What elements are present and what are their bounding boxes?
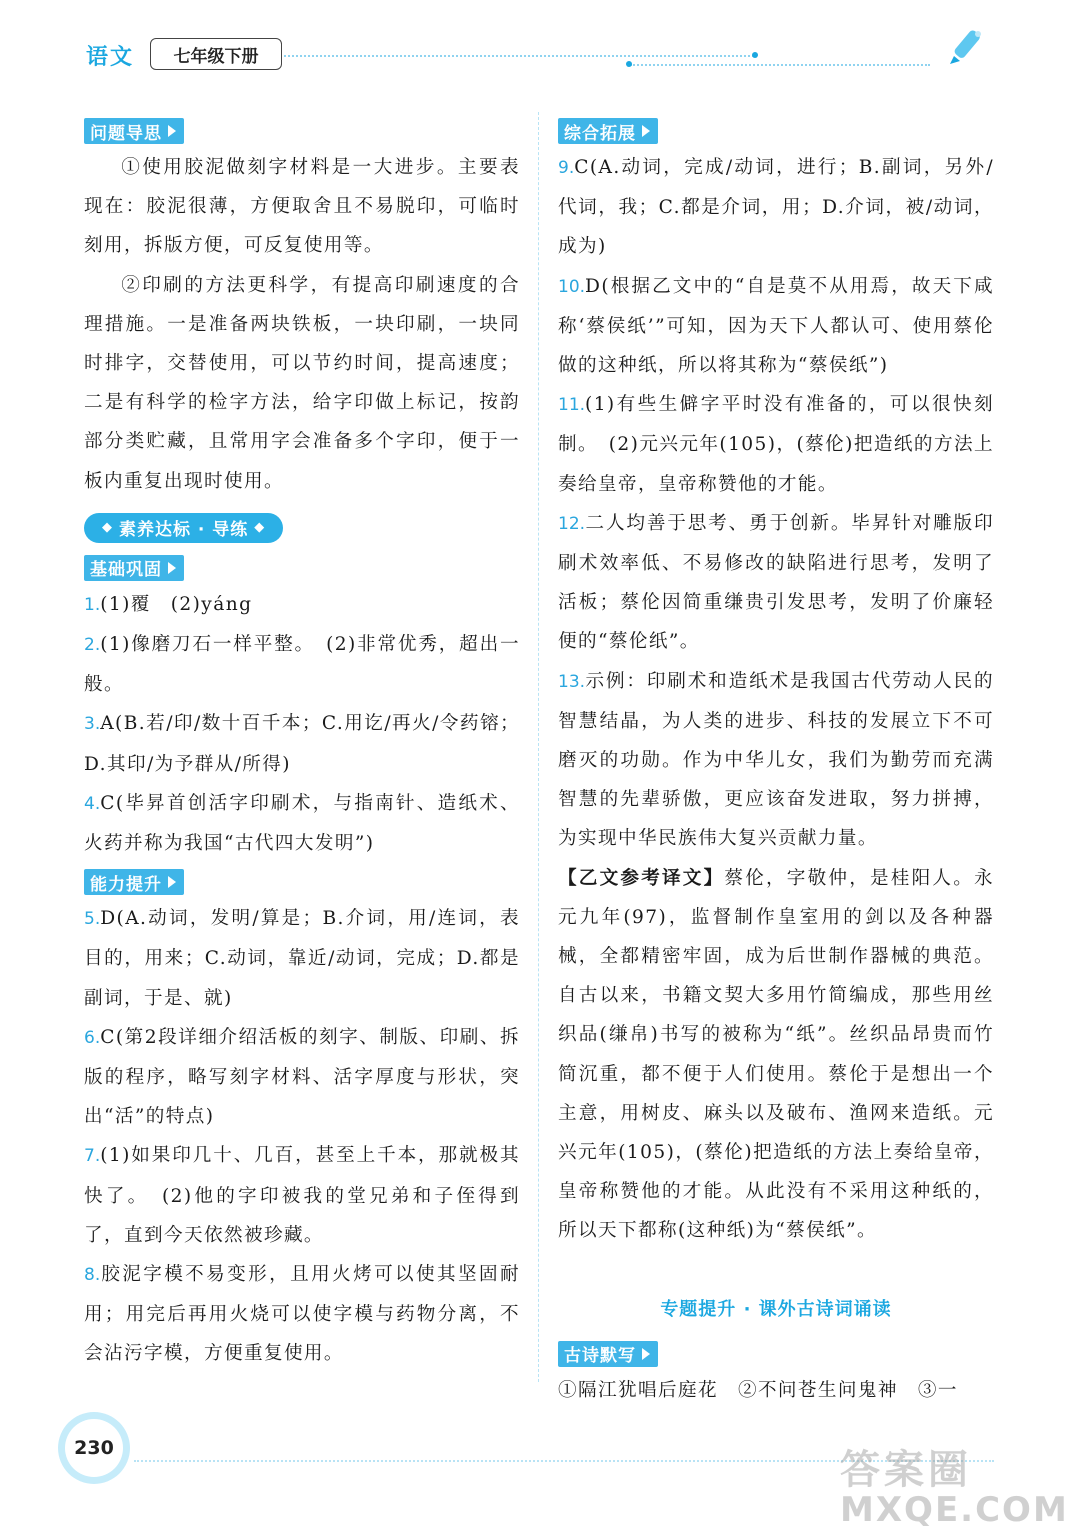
header-dotted-line: [284, 55, 754, 57]
item-number: 10.: [558, 276, 586, 297]
item-number: 6.: [84, 1027, 101, 1048]
item-text: 胶泥字模不易变形，且用火烤可以使其坚固耐用；用完后再用火烧可以使字模与药物分离，不会沾污字模，方便重复使用。: [84, 1264, 520, 1365]
grade-label: 七年级下册: [150, 38, 282, 70]
answer-item: [84, 704, 520, 783]
item-number: 13.: [558, 671, 586, 692]
item-number: 2.: [84, 635, 101, 656]
topic-title: 专题提升 · 课外古诗词诵读: [660, 1298, 892, 1320]
item-text: D(A.动词，发明/算是；B.介词，用/连词，表目的，用来；C.动词，靠近/动词，完成；D.都是副词，于是、就): [84, 908, 520, 1009]
section-tag-label: 古诗默写: [564, 1346, 636, 1367]
item-text: 二人均善于思考、勇于创新。毕昇针对雕版印刷术效率低、不易修改的缺陷进行思考，发明了活板；蔡伦因简重缣贵引发思考，发明了价廉轻便的“蔡伦纸”。: [558, 512, 994, 653]
answer-item: [84, 784, 520, 863]
diamond-icon: ◆: [102, 520, 113, 536]
right-column: [558, 112, 994, 1410]
item-number: 4.: [84, 793, 101, 814]
item-text: C(A.动词，完成/动词，进行；B.副词，另外/代词，我；C.都是介词，用；D.介词，被/动词，成为): [558, 157, 994, 258]
section-tag-label: 综合拓展: [564, 123, 636, 144]
item-number: 3.: [84, 714, 101, 735]
answer-item: [558, 504, 994, 662]
triangle-right-icon: [642, 125, 650, 137]
answer-item: [558, 662, 994, 859]
section-tag-basic: [84, 555, 184, 581]
triangle-right-icon: [642, 1348, 650, 1360]
section-tag-ability: [84, 869, 184, 895]
item-number: 1.: [84, 594, 101, 615]
watermark-title: 答案圈: [840, 1447, 972, 1493]
item-text: C(毕昇首创活字印刷术，与指南针、造纸术、火药并称为我国“古代四大发明”): [84, 792, 520, 855]
question-paragraph-2: ②印刷的方法更科学，有提高印刷速度的合理措施。一是准备两块铁板，一块印刷，一块同时排字，交替使用，可以节约时间，提高速度；二是有科学的检字方法，给字印做上标记，按韵部分类贮藏，且常用字会准备多个字印，便于一板内重复出现时使用。: [84, 274, 520, 492]
item-text: (1)如果印几十、几百，甚至上千本，那就极其快了。 (2)他的字印被我的堂兄弟和子侄得到了，直到今天依然被珍藏。: [84, 1145, 520, 1246]
item-text: (1)像磨刀石一样平整。 (2)非常优秀，超出一般。: [84, 634, 520, 696]
item-number: 12.: [558, 513, 586, 534]
answer-item: [558, 385, 994, 504]
translation-paragraph: [558, 859, 994, 1251]
page-number: 230: [65, 1419, 123, 1477]
header-dot: [752, 52, 758, 58]
item-text: 示例：印刷术和造纸术是我国古代劳动人民的智慧结晶，为人类的进步、科技的发展立下不可磨灭的功勋。作为中华儿女，我们为勤劳而充满智慧的先辈骄傲，更应该奋发进取，努力拼搏，为实现中华民族伟大复兴贡献力量。: [558, 670, 994, 850]
section-banner: [84, 513, 283, 543]
item-number: 9.: [558, 158, 575, 178]
section-tag-poem: [558, 1341, 658, 1367]
answer-item: [84, 1136, 520, 1255]
question-paragraph-1: ①使用胶泥做刻字材料是一大进步。主要表现在：胶泥很薄，方便取舍且不易脱印，可临时刻用，拆版方便，可反复使用等。: [84, 157, 520, 257]
pen-icon: [938, 26, 990, 70]
page-header: [0, 0, 1036, 90]
answer-item: [84, 1255, 520, 1374]
diamond-icon: ◆: [254, 520, 266, 536]
column-divider: [538, 112, 539, 1382]
page-number-badge: [58, 1412, 130, 1484]
section-tag-label: 问题导思: [90, 123, 162, 144]
section-tag-label: 基础巩固: [90, 560, 162, 581]
item-text: C(第2段详细介绍活板的刻字、制版、印刷、拆版的程序，略写刻字材料、活字厚度与形状，突出“活”的特点): [84, 1026, 520, 1128]
section-tag-label: 能力提升: [90, 874, 162, 895]
answer-item: [84, 625, 520, 704]
answer-item: [558, 267, 994, 386]
item-text: A(B.若/印/数十百千本；C.用讫/再火/令药镕；D.其印/为予群从/所得): [84, 713, 520, 775]
answer-item: [84, 1018, 520, 1137]
item-number: 8.: [84, 1265, 101, 1286]
subject-label: 语文: [86, 45, 135, 70]
translation-text: 蔡伦，字敬仲，是桂阳人。永元九年(97)，监督制作皇室用的剑以及各种器械，全都精密牢固，成为后世制作器械的典范。自古以来，书籍文契大多用竹简编成，那些用丝织品(缣帛)书写的被称为“纸”。丝织品昂贵而竹简沉重，都不便于人们使用。蔡伦于是想出一个主意，用树皮、麻头以及破布、渔网来造纸。元兴元年(105)，(蔡伦)把造纸的方法上奏给皇帝，皇帝称赞他的才能。从此没有不采用这种纸的，所以天下都称(这种纸)为“蔡侯纸”。: [558, 867, 995, 1242]
section-tag-extend: [558, 118, 658, 144]
item-number: 7.: [84, 1146, 101, 1167]
answer-item: [84, 899, 520, 1018]
triangle-right-icon: [168, 125, 176, 137]
header-dot: [626, 61, 632, 67]
header-dotted-line-2: [630, 64, 930, 66]
triangle-right-icon: [168, 876, 176, 888]
item-text: D(根据乙文中的“自是莫不从用焉，故天下咸称‘蔡侯纸’”可知，因为天下人都认可、使用蔡伦做的这种纸，所以将其称为“蔡侯纸”): [558, 275, 994, 377]
answer-item: [558, 148, 994, 267]
translation-label: 【乙文参考译文】: [558, 867, 725, 889]
item-text: (1)覆 (2)yáng: [100, 593, 253, 615]
watermark: [840, 1448, 1069, 1528]
item-text: (1)有些生僻字平时没有准备的，可以很快刻制。 (2)元兴元年(105)，(蔡伦)把造纸的方法上奏给皇帝，皇帝称赞他的才能。: [558, 394, 994, 495]
watermark-url: MXQE.COM: [840, 1490, 1069, 1530]
triangle-right-icon: [168, 562, 176, 574]
item-number: 5.: [84, 909, 101, 930]
banner-label: 素养达标 · 导练: [119, 520, 249, 541]
left-column: [84, 112, 520, 1374]
answer-item: [84, 585, 520, 625]
poem-answer-line: ①隔江犹唱后庭花 ②不问苍生问鬼神 ③一: [558, 1379, 958, 1401]
section-tag-question: [84, 118, 184, 144]
item-number: 11.: [558, 395, 586, 416]
